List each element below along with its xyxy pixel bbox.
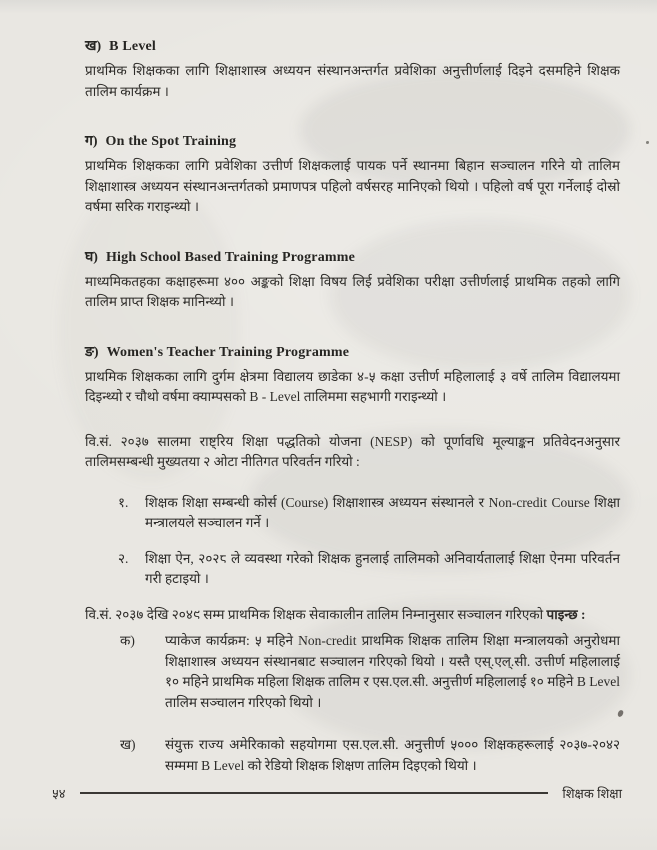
list-marker: ख) [120, 737, 136, 752]
paragraph-lead: वि.सं. २०३७ देखि २०४९ सम्म प्राथमिक शिक्षक सेवाकालीन तालिम निम्नानुसार सञ्चालन गरिएको [85, 606, 544, 622]
list-text: संयुक्त राज्य अमेरिकाको सहयोगमा एस.एल.सी. अनुत्तीर्ण ५००० शिक्षकहरूलाई २०३७-२०४२ सम्ममा B Level को रेडियो शिक्षक शिक्षण तालिम दिइएको थियो । [165, 737, 620, 773]
section-high-school-based-training [85, 247, 620, 313]
footer-title: शिक्षक शिक्षा [562, 786, 622, 801]
section-on-the-spot-training [85, 131, 620, 218]
list-item [85, 631, 620, 713]
scan-ink-dot [646, 141, 649, 144]
section-heading [85, 342, 620, 363]
section-title: High School Based Training Programme [105, 249, 356, 265]
list-item [85, 549, 620, 590]
page-footer [52, 784, 622, 802]
page-number: ५४ [52, 786, 66, 801]
section-heading [85, 131, 620, 152]
list-marker: २. [118, 550, 129, 566]
section-body: माध्यमिकतहका कक्षाहरूमा ४०० अङ्कको शिक्षा विषय लिई प्रवेशिका परीक्षा उत्तीर्णलाई प्राथमिक तहको लागि तालिम प्राप्त शिक्षक मानिन्थ्यो । [85, 273, 620, 309]
policy-change-list [85, 493, 620, 590]
paragraph-inservice-training [85, 605, 620, 626]
list-marker: क) [120, 633, 135, 648]
section-body: प्राथमिक शिक्षकका लागि शिक्षाशास्त्र अध्ययन संस्थानअन्तर्गत प्रवेशिका अनुत्तीर्णलाई दिइने दसमहिने शिक्षक तालिम कार्यक्रम । [85, 63, 620, 99]
list-text: शिक्षक शिक्षा सम्बन्धी कोर्स (Course) शिक्षाशास्त्र अध्ययन संस्थानले र Non-credit Course शिक्षा मन्त्रालयले सञ्चालन गर्ने । [145, 494, 620, 530]
page-content [85, 36, 620, 798]
section-title: B Level [109, 39, 157, 54]
list-item [85, 735, 620, 776]
training-programme-list [85, 631, 620, 776]
section-body: प्राथमिक शिक्षकका लागि दुर्गम क्षेत्रमा विद्यालय छाडेका ४-५ कक्षा उत्तीर्ण महिलालाई ३ वर्षे तालिम विद्यालयमा दिइन्थ्यो र चौथो वर्षमा क्याम्पसको B - Level तालिममा सहभागी गराइन्थ्यो । [85, 368, 620, 404]
section-b-level [85, 36, 620, 102]
list-marker: १. [118, 494, 129, 510]
paragraph-nesp-evaluation: वि.सं. २०३७ सालमा राष्ट्रिय शिक्षा पद्धतिको योजना (NESP) को पूर्णावधि मूल्याङ्कन प्रतिवेदनअनुसार तालिमसम्बन्धी मुख्यतया २ ओटा नीतिगत परिवर्तन गरियो : [85, 433, 620, 469]
section-womens-teacher-training [85, 342, 620, 408]
list-item [85, 493, 620, 534]
paragraph-tail: पाइन्छ : [546, 606, 586, 622]
list-text: शिक्षा ऐन, २०२८ ले व्यवस्था गरेको शिक्षक हुनलाई तालिमको अनिवार्यतालाई शिक्षा ऐनमा परिवर्तन गरी हटाइयो । [145, 550, 620, 586]
footer-rule [80, 792, 549, 794]
section-letter: ङ) [85, 344, 99, 360]
section-heading [85, 36, 620, 57]
section-heading [85, 247, 620, 268]
section-body: प्राथमिक शिक्षकका लागि प्रवेशिका उत्तीर्ण शिक्षकलाई पायक पर्ने स्थानमा बिहान सञ्चालन गरिने यो तालिम शिक्षाशास्त्र अध्ययन संस्थानअन्तर्गतको प्रमाणपत्र पहिलो वर्षसरह मानिएको थियो । पहिलो वर्ष पूरा गर्नेलाई दोस्रो वर्षमा सरिक गराइन्थ्यो । [85, 158, 620, 214]
section-title: On the Spot Training [105, 134, 237, 149]
section-letter: घ) [85, 249, 98, 265]
section-letter: ख) [85, 39, 102, 54]
list-text: प्याकेज कार्यक्रम: ५ महिने Non-credit प्राथमिक शिक्षक तालिम शिक्षा मन्त्रालयको अनुरोधमा शिक्षाशास्त्र अध्ययन संस्थानबाट सञ्चालन गरिएको थियो । यस्तै एस्.एल्.सी. उत्तीर्ण महिलालाई १० महिने प्राथमिक महिला शिक्षक तालिम र एस.एल.सी. अनुत्तीर्ण महिलालाई १० महिने B Level तालिम सञ्चालन गरिएको थियो । [165, 633, 620, 710]
section-title: Women's Teacher Training Programme [106, 344, 350, 360]
section-letter: ग) [85, 134, 98, 149]
